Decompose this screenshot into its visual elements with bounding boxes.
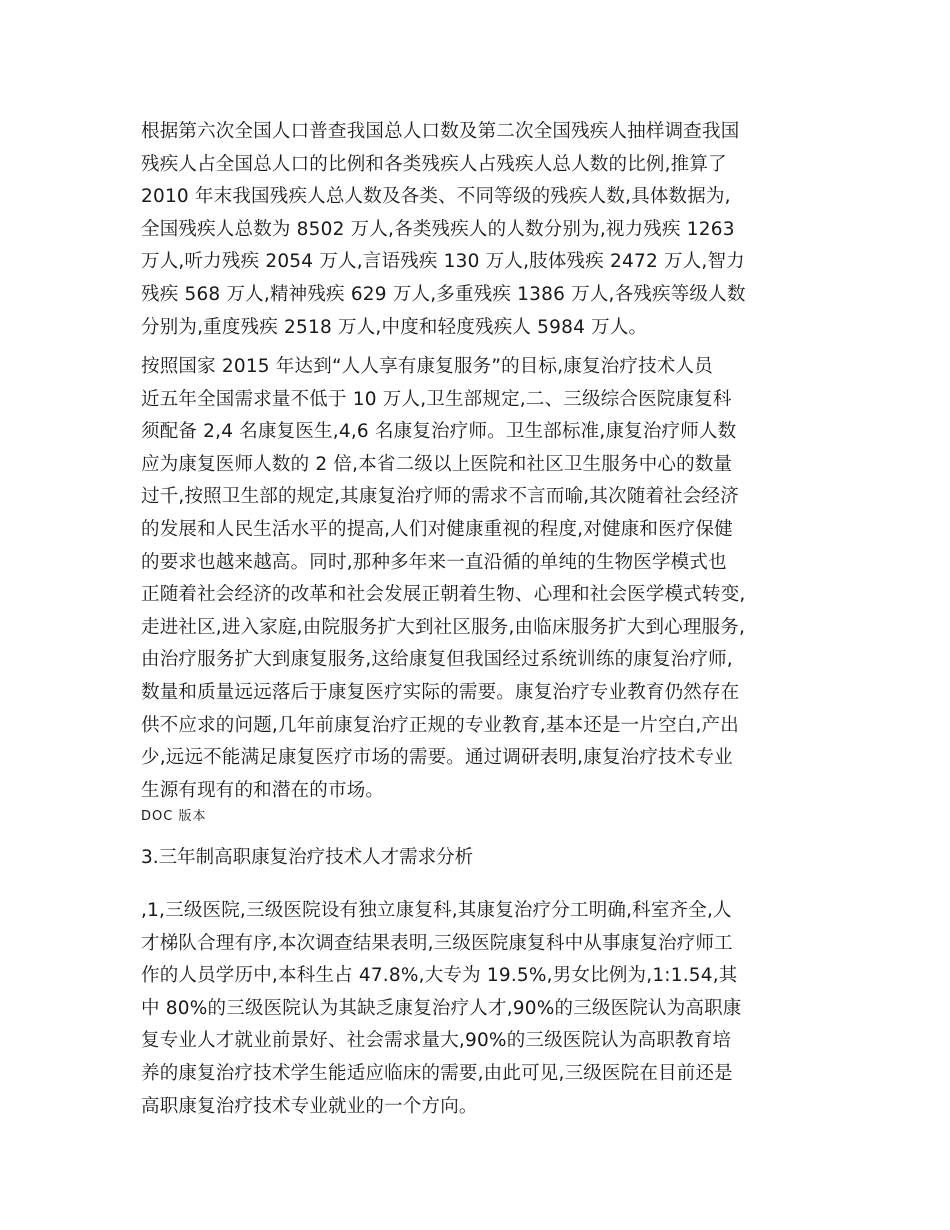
text-line: 2010 年末我国残疾人总人数及各类、不同等级的残疾人数,具体数据为, <box>141 186 731 208</box>
text-line: 全国残疾人总数为 8502 万人,各类残疾人的人数分别为,视力残疾 1263 <box>141 218 735 240</box>
text-line: ,1,三级医院,三级医院设有独立康复科,其康复治疗分工明确,科室齐全,人 <box>141 900 732 921</box>
text-line: 高职康复治疗技术专业就业的一个方向。 <box>141 1095 478 1117</box>
text-line: 由治疗服务扩大到康复服务,这给康复但我国经过系统训练的康复治疗师, <box>141 649 733 671</box>
text-line: 近五年全国需求量不低于 10 万人,卫生部规定,二、三级综合医院康复科 <box>141 388 732 410</box>
text-line: 作的人员学历中,本科生占 47.8%,大专为 19.5%,男女比例为,1:1.54,其 <box>141 965 738 987</box>
text-line: 分别为,重度残疾 2518 万人,中度和轻度残疾人 5984 万人。 <box>141 316 648 338</box>
text-line: 过千,按照卫生部的规定,其康复治疗师的需求不言而喻,其次随着社会经济 <box>141 486 739 508</box>
paragraph-tertiary-hospitals <box>141 895 742 1123</box>
text-line: 须配备 2,4 名康复医生,4,6 名康复治疗师。卫生部标准,康复治疗师人数 <box>141 421 737 443</box>
text-line: 供不应求的问题,几年前康复治疗正规的专业教育,基本还是一片空白,产出 <box>141 714 739 736</box>
doc-version-label: DOC 版本 <box>141 809 207 824</box>
text-line: 才梯队合理有序,本次调查结果表明,三级医院康复科中从事康复治疗师工 <box>141 932 733 954</box>
text-line: 根据第六次全国人口普查我国总人口数及第二次全国残疾人抽样调查我国 <box>141 121 740 142</box>
text-line: 少,远远不能满足康复医疗市场的需要。通过调研表明,康复治疗技术专业 <box>141 747 733 769</box>
text-line: 的发展和人民生活水平的提高,人们对健康重视的程度,对健康和医疗保健 <box>141 518 733 540</box>
paragraph-population-statistics <box>141 116 746 344</box>
text-line: 养的康复治疗技术学生能适应临床的需要,由此可见,三级医院在目前还是 <box>141 1062 733 1084</box>
text-line: 数量和质量远远落后于康复医疗实际的需要。康复治疗专业教育仍然存在 <box>141 681 740 703</box>
text-line: 中 80%的三级医院认为其缺乏康复治疗人才,90%的三级医院认为高职康 <box>141 997 742 1019</box>
text-line: 按照国家 2015 年达到“人人享有康复服务”的目标,康复治疗技术人员 <box>141 356 713 377</box>
text-line: 生源有现有的和潜在的市场。 <box>141 779 385 801</box>
paragraph-demand-analysis <box>141 351 745 807</box>
text-line: 应为康复医师人数的 2 倍,本省二级以上医院和社区卫生服务中心的数量 <box>141 453 733 475</box>
text-line: 万人,听力残疾 2054 万人,言语残疾 130 万人,肢体残疾 2472 万人,智力 <box>141 251 745 273</box>
text-line: 正随着社会经济的改革和社会发展正朝着生物、心理和社会医学模式转变, <box>141 584 746 606</box>
section-heading: 3.三年制高职康复治疗技术人才需求分析 <box>141 847 474 868</box>
text-line: 走进社区,进入家庭,由院服务扩大到社区服务,由临床服务扩大到心理服务, <box>141 616 746 638</box>
text-line: 残疾人占全国总人口的比例和各类残疾人占残疾人总人数的比例,推算了 <box>141 153 727 175</box>
text-line: 的要求也越来越高。同时,那种多年来一直沿循的单纯的生物医学模式也 <box>141 551 727 573</box>
text-line: 复专业人才就业前景好、社会需求量大,90%的三级医院认为高职教育培 <box>141 1030 732 1052</box>
text-line: 残疾 568 万人,精神残疾 629 万人,多重残疾 1386 万人,各残疾等级人数 <box>141 283 746 305</box>
